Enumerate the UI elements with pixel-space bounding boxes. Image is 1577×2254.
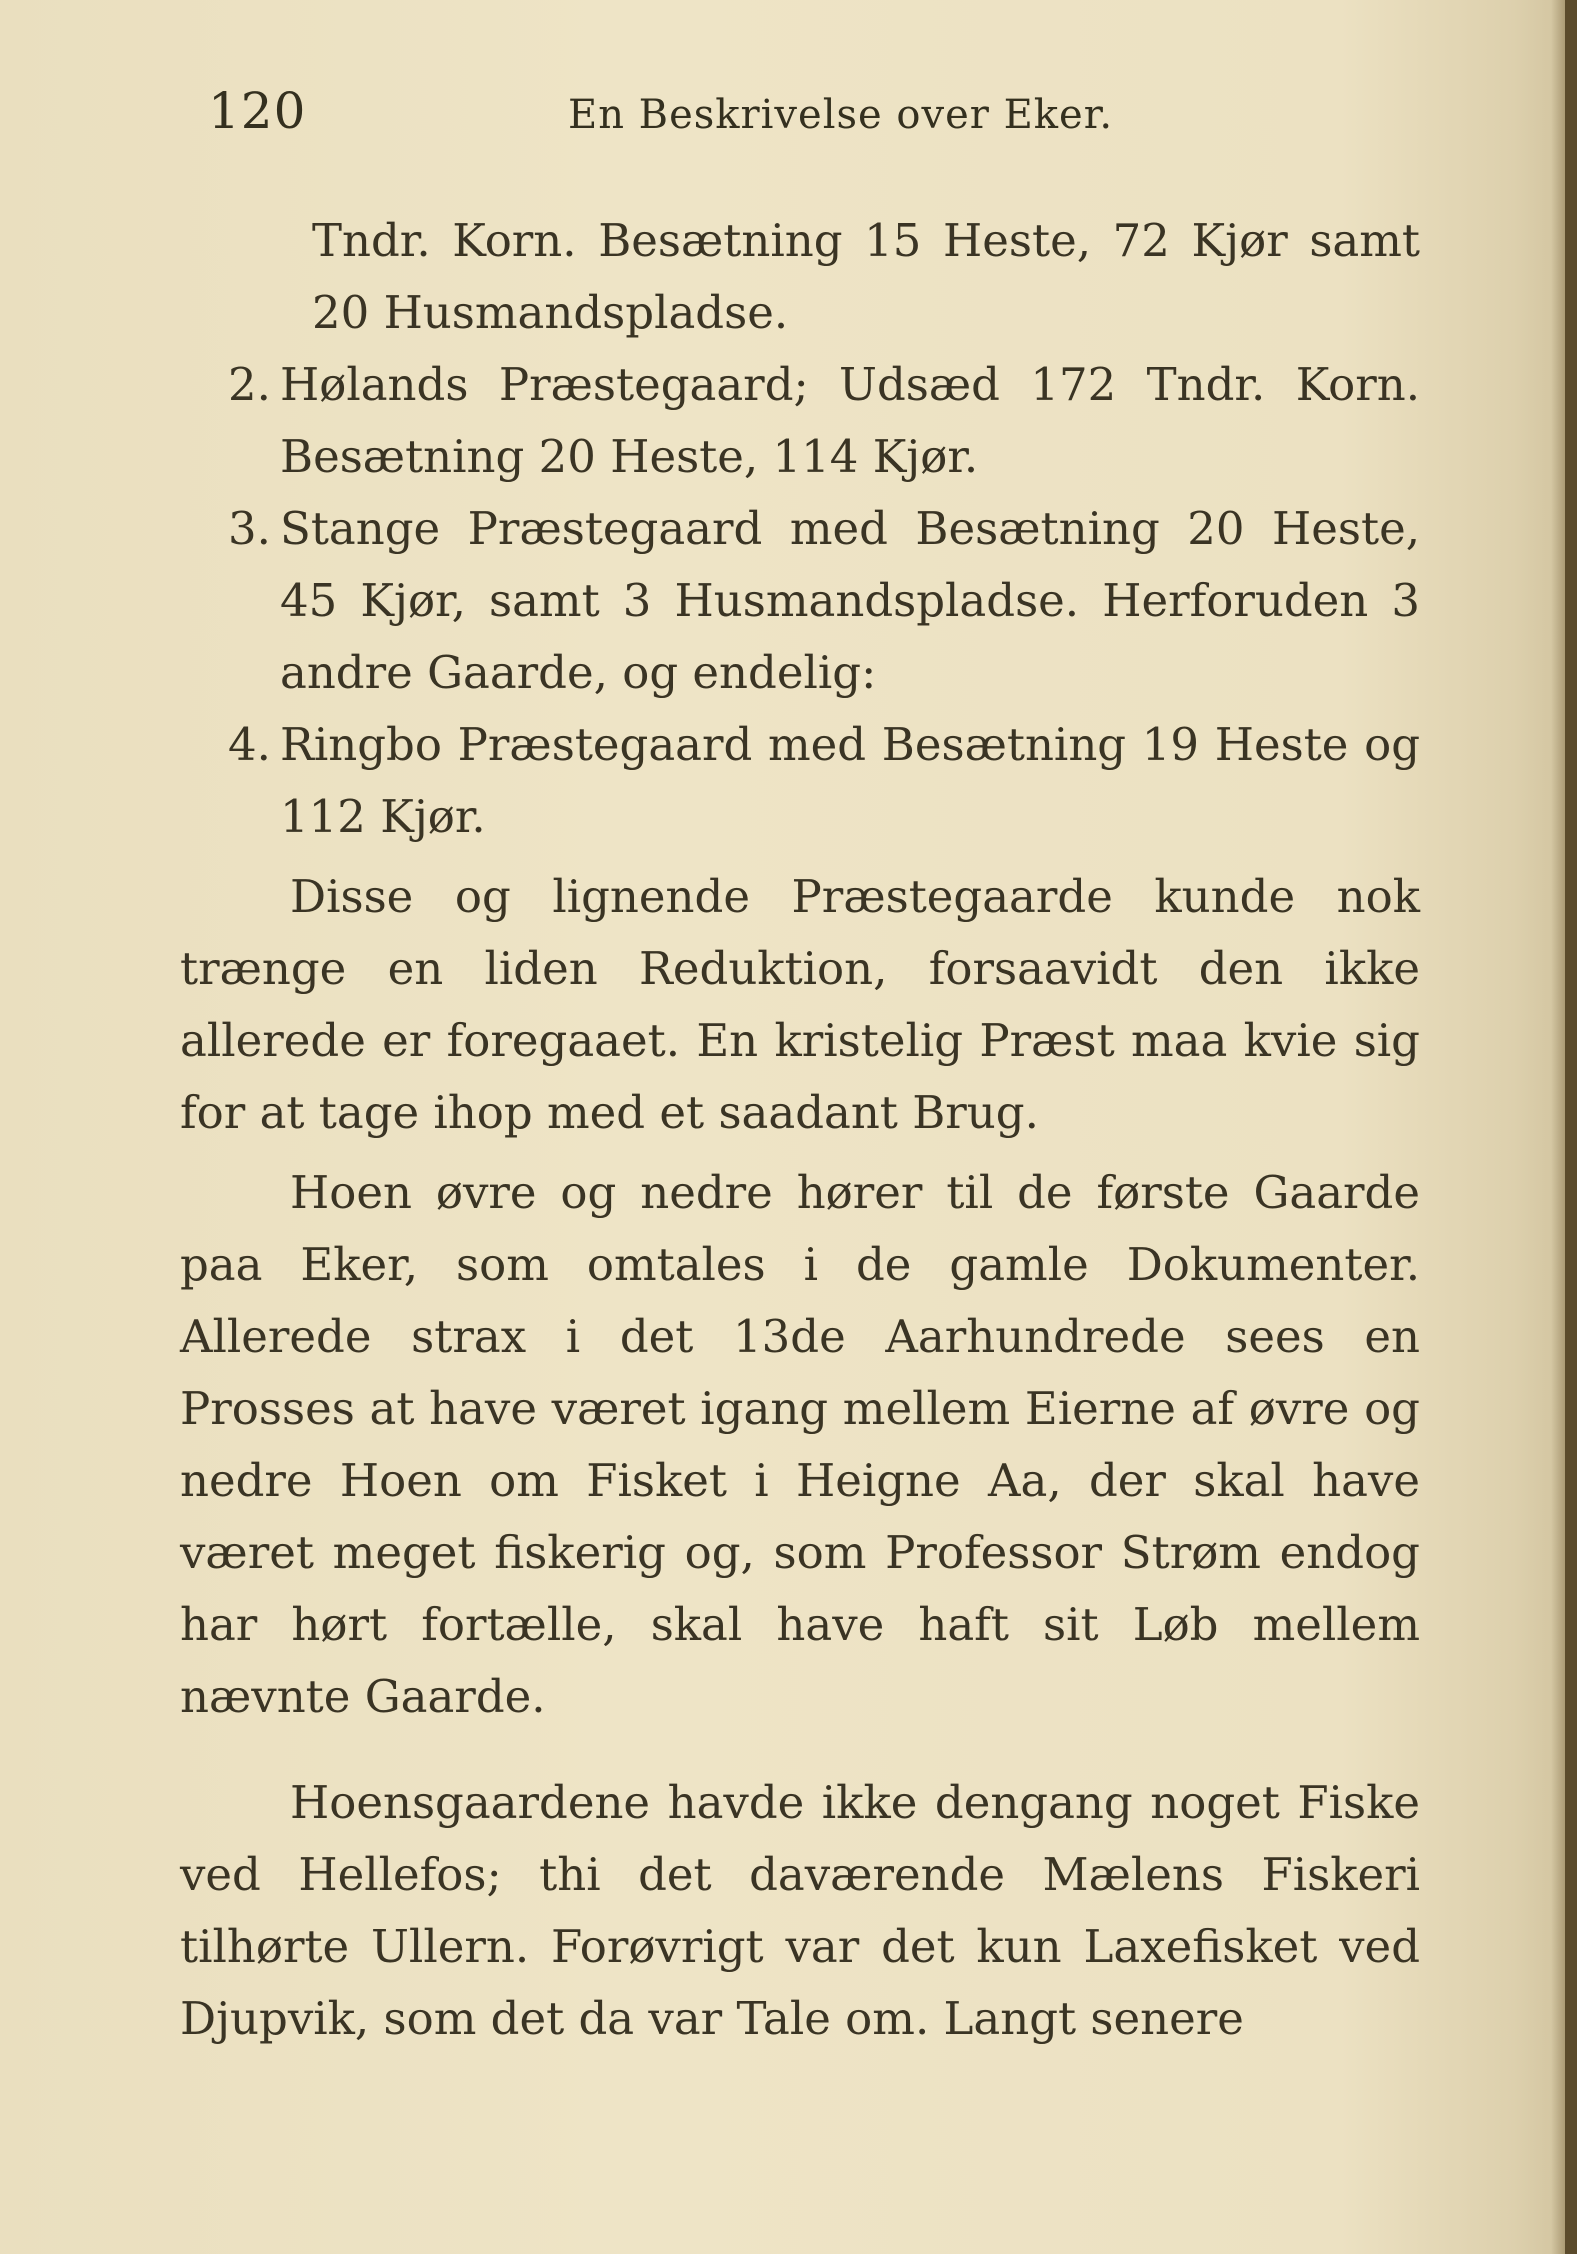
- paragraph: Hoensgaardene havde ikke dengang noget Fiske ved Hellefos; thi det daværende Mælens Fiskeri tilhørte Ullern. Forøvrigt var det kun Laxefisket ved Djupvik, som det da var Tale om. Langt senere: [180, 1776, 1420, 2045]
- list-item-text: Stange Præstegaard med Besætning 20 Heste, 45 Kjør, samt 3 Husmandspladse. Herforuden 3 andre Gaarde, og endelig:: [280, 502, 1420, 699]
- continuation-text: Tndr. Korn. Besætning 15 Heste, 72 Kjør samt 20 Husmandspladse.: [312, 214, 1420, 339]
- paragraph: Disse og lignende Præstegaarde kunde nok trænge en liden Reduktion, forsaavidt den ikke allerede er foregaaet. En kristelig Præst maa kvie sig for at tage ihop med et saadant Brug.: [180, 870, 1420, 1139]
- page-number: 120: [208, 82, 307, 140]
- list-item-number: 3.: [228, 502, 271, 555]
- page-body: [180, 205, 1420, 2055]
- list-item-text: Hølands Præstegaard; Udsæd 172 Tndr. Korn. Besætning 20 Heste, 114 Kjør.: [280, 358, 1420, 483]
- list-item-number: 4.: [228, 718, 271, 771]
- list-item-text: Ringbo Præstegaard med Besætning 19 Heste og 112 Kjør.: [280, 718, 1420, 843]
- running-title: En Beskrivelse over Eker.: [568, 92, 1114, 138]
- paragraph: Hoen øvre og nedre hører til de første Gaarde paa Eker, som omtales i de gamle Dokumenter. Allerede strax i det 13de Aarhundrede sees en Prosses at have været igang mellem Eierne af øvre og nedre Hoen om Fisket i Heigne Aa, der skal have været meget fiskerig og, som Professor Strøm endog har hørt fortælle, skal have haft sit Løb mellem nævnte Gaarde.: [180, 1166, 1420, 1723]
- list-item: [180, 349, 1420, 493]
- page-header: [208, 82, 1358, 152]
- list-item: [180, 709, 1420, 853]
- list-item: [180, 493, 1420, 709]
- list-item-number: 2.: [228, 358, 271, 411]
- page-bleed-edge: [1565, 0, 1577, 2254]
